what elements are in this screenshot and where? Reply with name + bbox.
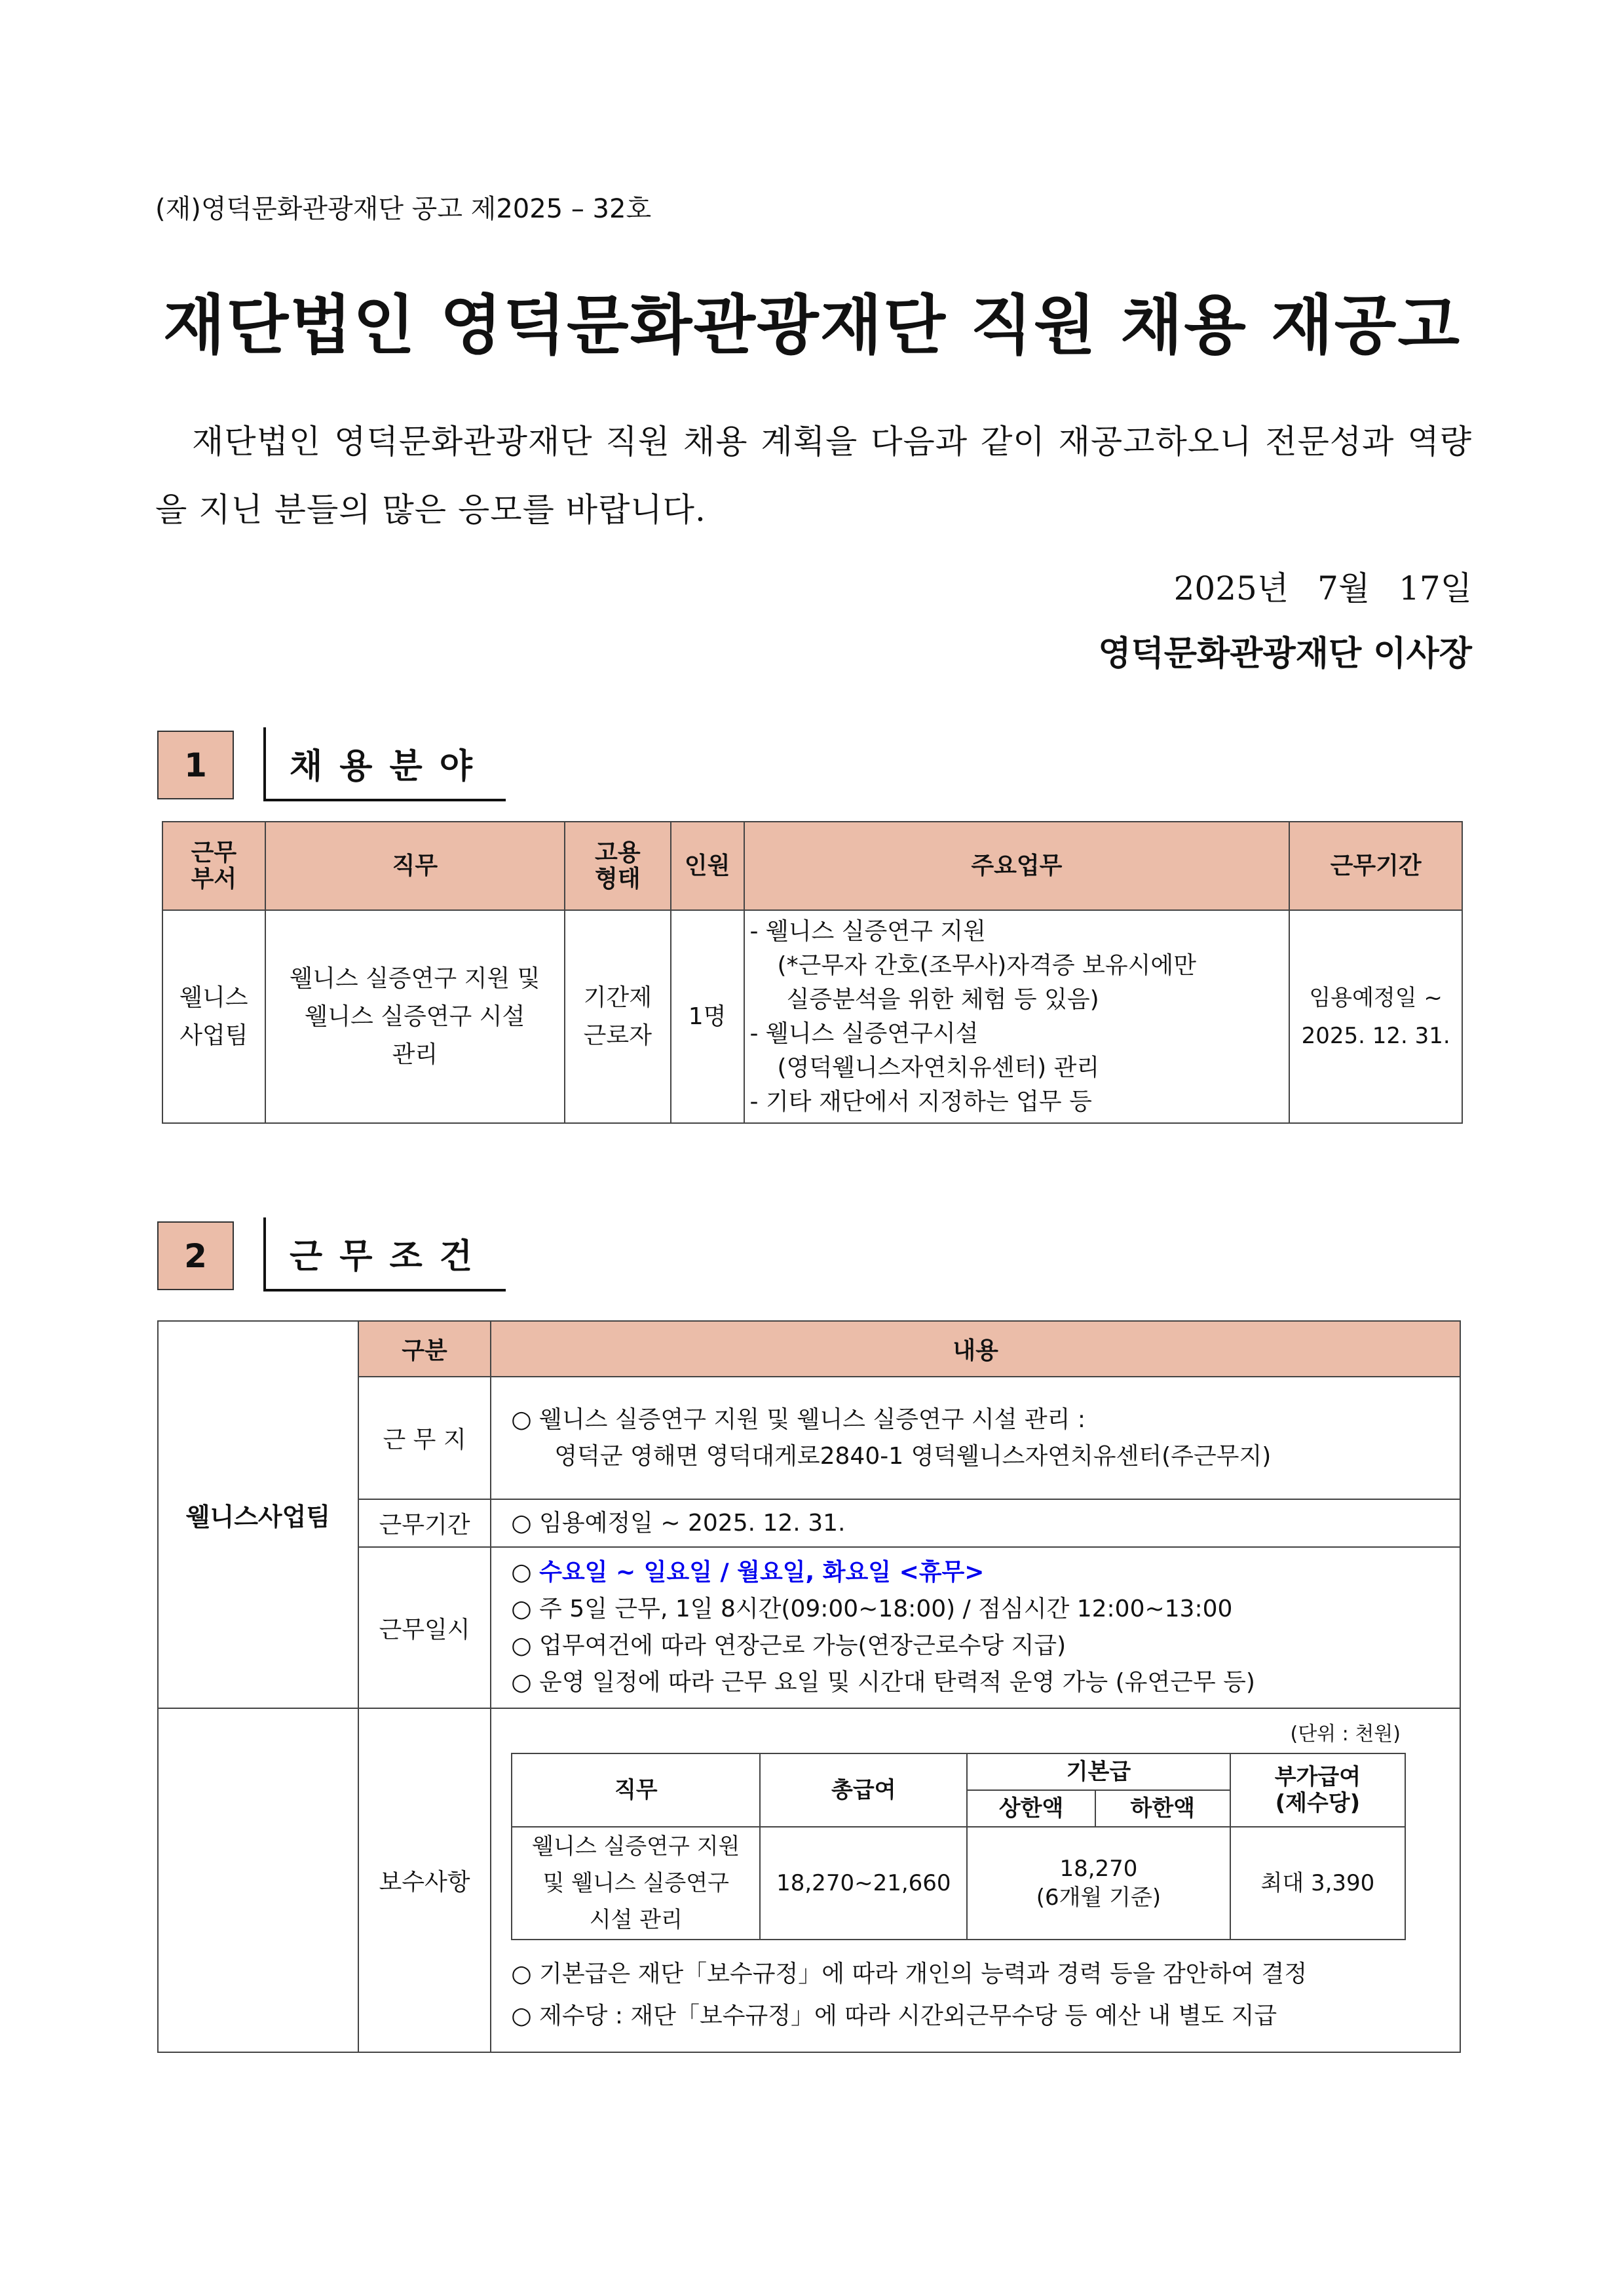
row-type: 기간제 근로자 [565, 910, 671, 1123]
header-job: 직무 [265, 822, 565, 910]
row-period: 임용예정일 ~ 2025. 12. 31. [1289, 910, 1462, 1123]
pay-label: 보수사항 [358, 1708, 491, 2052]
header-period: 근무기간 [1289, 822, 1462, 910]
pay-content [491, 1708, 1460, 2052]
pay-header-job: 직무 [512, 1753, 760, 1827]
duty-line: - 웰니스 실증연구 지원 [749, 917, 986, 945]
schedule-line: ○ 주 5일 근무, 1일 8시간(09:00~18:00) / 점심시간 12:00~13:00 [511, 1596, 1233, 1622]
pay-table [511, 1753, 1406, 1940]
header-dept: 근무 부서 [162, 822, 265, 910]
period-content [491, 1499, 1460, 1547]
schedule-highlight-line [511, 1554, 1440, 1591]
section1-number: 1 [157, 731, 234, 799]
team-name: 웰니스사업팀 [158, 1321, 358, 1708]
section2-title: 근무조건 [263, 1217, 506, 1292]
row-count: 1명 [671, 910, 744, 1123]
pay-note: ○ 기본급은 재단「보수규정」에 따라 개인의 능력과 경력 등을 감안하여 결정 [511, 1960, 1308, 1987]
header-count: 인원 [671, 822, 744, 910]
pay-row-extra: 최대 3,390 [1230, 1827, 1406, 1940]
pay-row-base: 18,270 (6개월 기준) [967, 1827, 1230, 1940]
pay-unit: (단위 : 천원) [1290, 1722, 1401, 1746]
team-cell-empty [158, 1708, 358, 2052]
section1-title: 채용분야 [263, 727, 506, 801]
duty-line: 실증분석을 위한 체험 등 있음) [786, 985, 1099, 1013]
schedule-content [491, 1547, 1460, 1708]
schedule-label: 근무일시 [358, 1547, 491, 1708]
header-duties: 주요업무 [744, 822, 1290, 910]
duty-line: (영덕웰니스자연치유센터) 관리 [777, 1054, 1100, 1081]
row-dept: 웰니스 사업팀 [162, 910, 265, 1123]
signer: 영덕문화관광재단 이사장 [1098, 634, 1472, 674]
pay-header-total: 총급여 [760, 1753, 967, 1827]
row-duties [744, 910, 1290, 1123]
pay-header-upper: 상한액 [967, 1790, 1095, 1827]
pay-header-extra: 부가급여 (제수당) [1230, 1753, 1406, 1827]
header-content: 내용 [491, 1321, 1460, 1377]
header-type: 고용 형태 [565, 822, 671, 910]
header-category: 구분 [358, 1321, 491, 1377]
working-conditions-table [157, 1320, 1461, 2053]
pay-header-base: 기본급 [967, 1753, 1230, 1790]
schedule-line: ○ 운영 일정에 따라 근무 요일 및 시간대 탄력적 운영 가능 (유연근무 등) [511, 1669, 1255, 1696]
pay-row-job: 웰니스 실증연구 지원 및 웰니스 실증연구 시설 관리 [512, 1827, 760, 1940]
workplace-line: ○ 웰니스 실증연구 지원 및 웰니스 실증연구 시설 관리 : [511, 1406, 1086, 1433]
workplace-content [491, 1377, 1460, 1499]
document-title: 재단법인 영덕문화관광재단 직원 채용 재공고 [162, 288, 1462, 363]
workplace-label: 근 무 지 [358, 1377, 491, 1499]
row-job: 웰니스 실증연구 지원 및 웰니스 실증연구 시설 관리 [265, 910, 565, 1123]
pay-row-total: 18,270~21,660 [760, 1827, 967, 1940]
duty-line: - 기타 재단에서 지정하는 업무 등 [749, 1088, 1092, 1115]
notice-number: (재)영덕문화관광재단 공고 제2025 – 32호 [155, 194, 652, 224]
pay-note: ○ 제수당 : 재단「보수규정」에 따라 시간외근무수당 등 예산 내 별도 지급 [511, 2002, 1277, 2029]
period-line: ○ 임용예정일 ~ 2025. 12. 31. [511, 1509, 846, 1537]
announcement-date: 2025년 7월 17일 [1173, 569, 1472, 607]
workdays-highlight: 수요일 ~ 일요일 / 월요일, 화요일 <휴무> [539, 1559, 985, 1586]
pay-header-lower: 하한액 [1095, 1790, 1230, 1827]
section2-number: 2 [157, 1221, 234, 1290]
period-label: 근무기간 [358, 1499, 491, 1547]
workplace-address: 영덕군 영해면 영덕대게로2840-1 영덕웰니스자연치유센터(주근무지) [554, 1442, 1272, 1470]
duty-line: (*근무자 간호(조무사)자격증 보유시에만 [777, 951, 1196, 979]
intro-paragraph: 재단법인 영덕문화관광재단 직원 채용 계획을 다음과 같이 재공고하오니 전문성과 역량을 지닌 분들의 많은 응모를 바랍니다. [155, 423, 1472, 529]
duty-line: - 웰니스 실증연구시설 [749, 1020, 979, 1047]
schedule-line: ○ 업무여건에 따라 연장근로 가능(연장근로수당 지급) [511, 1632, 1067, 1659]
bullet: ○ [511, 1559, 532, 1586]
recruitment-table [162, 821, 1463, 1124]
